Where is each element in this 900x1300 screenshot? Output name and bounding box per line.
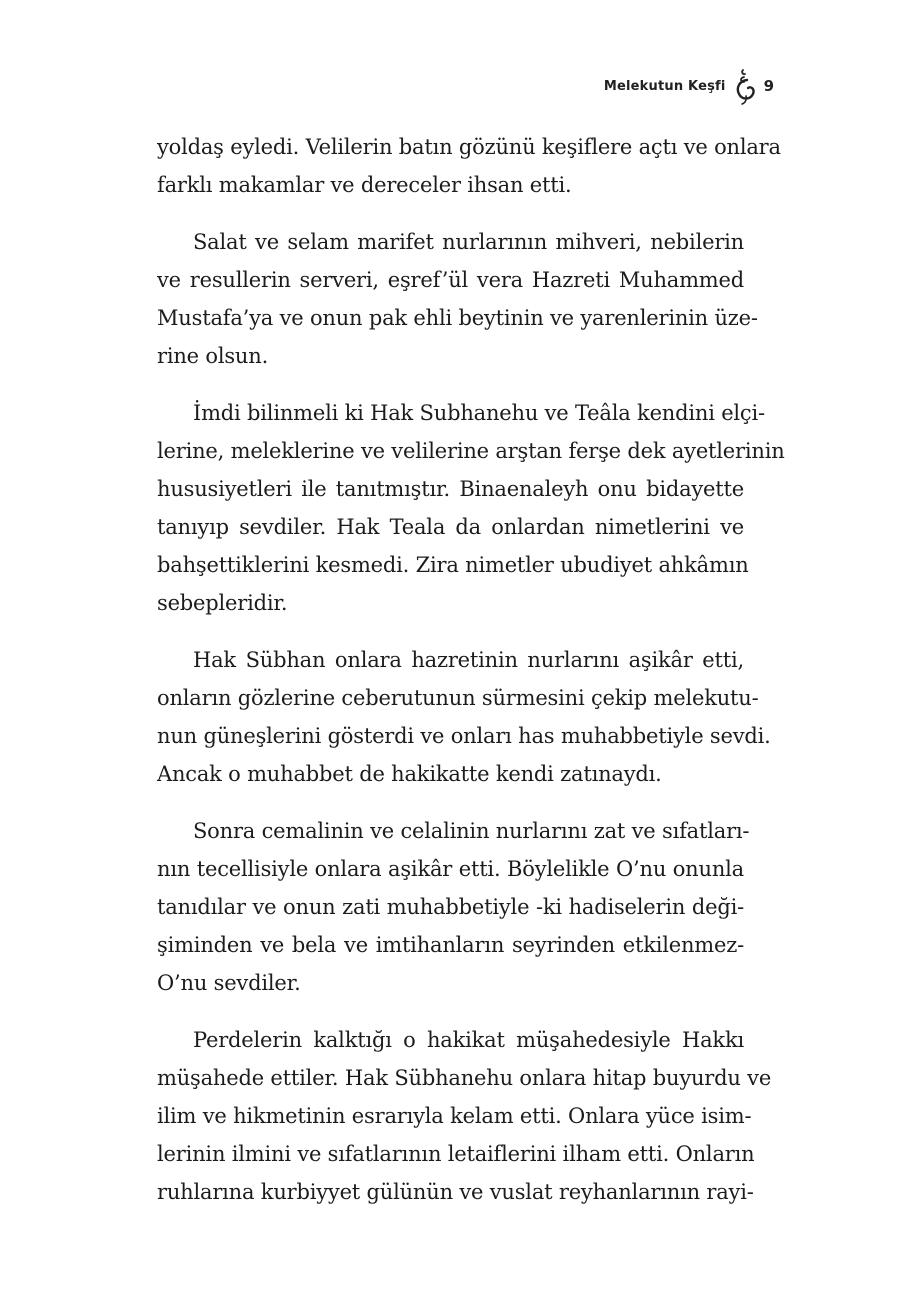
text-line: yoldaş eyledi. Velilerin batın gözünü keşiflere açtı ve onlara (157, 135, 781, 159)
paragraph (157, 223, 758, 375)
paragraph (157, 812, 750, 1002)
paragraph (157, 128, 781, 204)
text-line: tanıdılar ve onun zati muhabbetiyle -ki hadiselerin deği- (157, 895, 744, 919)
paragraph (157, 394, 785, 622)
text-line: şiminden ve bela ve imtihanların seyrinden etkilenmez- (157, 933, 744, 957)
text-line: Perdelerin kalktığı o hakikat müşahedesiyle Hakkı (193, 1028, 744, 1052)
text-line: İmdi bilinmeli ki Hak Subhanehu ve Teâla kendini elçi- (193, 401, 765, 425)
text-line: ve resullerin serveri, eşref’ül vera Hazreti Muhammed (157, 268, 744, 292)
text-line: ilim ve hikmetinin esrarıyla kelam etti. Onlara yüce isim- (157, 1104, 752, 1128)
text-line: onların gözlerine ceberutunun sürmesini çekip melekutu- (157, 686, 759, 710)
text-line: nın tecellisiyle onlara aşikâr etti. Böylelikle O’nu onunla (157, 857, 744, 881)
text-line: farklı makamlar ve dereceler ihsan etti. (157, 173, 572, 197)
page-number: 9 (763, 77, 774, 95)
text-line: Mustafa’ya ve onun pak ehli beytinin ve yarenlerinin üze- (157, 306, 758, 330)
text-line: rine olsun. (157, 344, 269, 368)
text-line: müşahede ettiler. Hak Sübhanehu onlara hitap buyurdu ve (157, 1066, 772, 1090)
text-line: sebepleridir. (157, 591, 288, 615)
running-head (604, 66, 774, 106)
body-text (157, 128, 785, 1230)
text-line: Hak Sübhan onlara hazretinin nurlarını aşikâr etti, (193, 648, 744, 672)
text-line: Sonra cemalinin ve celalinin nurlarını zat ve sıfatları- (193, 819, 750, 843)
text-line: ruhlarına kurbiyyet gülünün ve vuslat reyhanlarının rayi- (157, 1180, 754, 1204)
text-line: Ancak o muhabbet de hakikatte kendi zatınaydı. (157, 762, 662, 786)
text-line: nun güneşlerini gösterdi ve onları has muhabbetiyle sevdi. (157, 724, 771, 748)
text-line: hususiyetleri ile tanıtmıştır. Binaenaleyh onu bidayette (157, 477, 744, 501)
text-line: tanıyıp sevdiler. Hak Teala da onlardan nimetlerini ve (157, 515, 744, 539)
text-line: Salat ve selam marifet nurlarının mihveri, nebilerin (193, 230, 744, 254)
text-line: bahşettiklerini kesmedi. Zira nimetler ubudiyet ahkâmın (157, 553, 749, 577)
text-line: O’nu sevdiler. (157, 971, 301, 995)
text-line: lerine, meleklerine ve velilerine arştan ferşe dek ayetlerinin (157, 439, 785, 463)
paragraph (157, 1021, 772, 1211)
text-line: lerinin ilmini ve sıfatlarının letaiflerini ilham etti. Onların (157, 1142, 755, 1166)
calligraphic-ornament-icon (734, 66, 756, 106)
running-title: Melekutun Keşfi (603, 78, 726, 94)
paragraph (157, 641, 771, 793)
